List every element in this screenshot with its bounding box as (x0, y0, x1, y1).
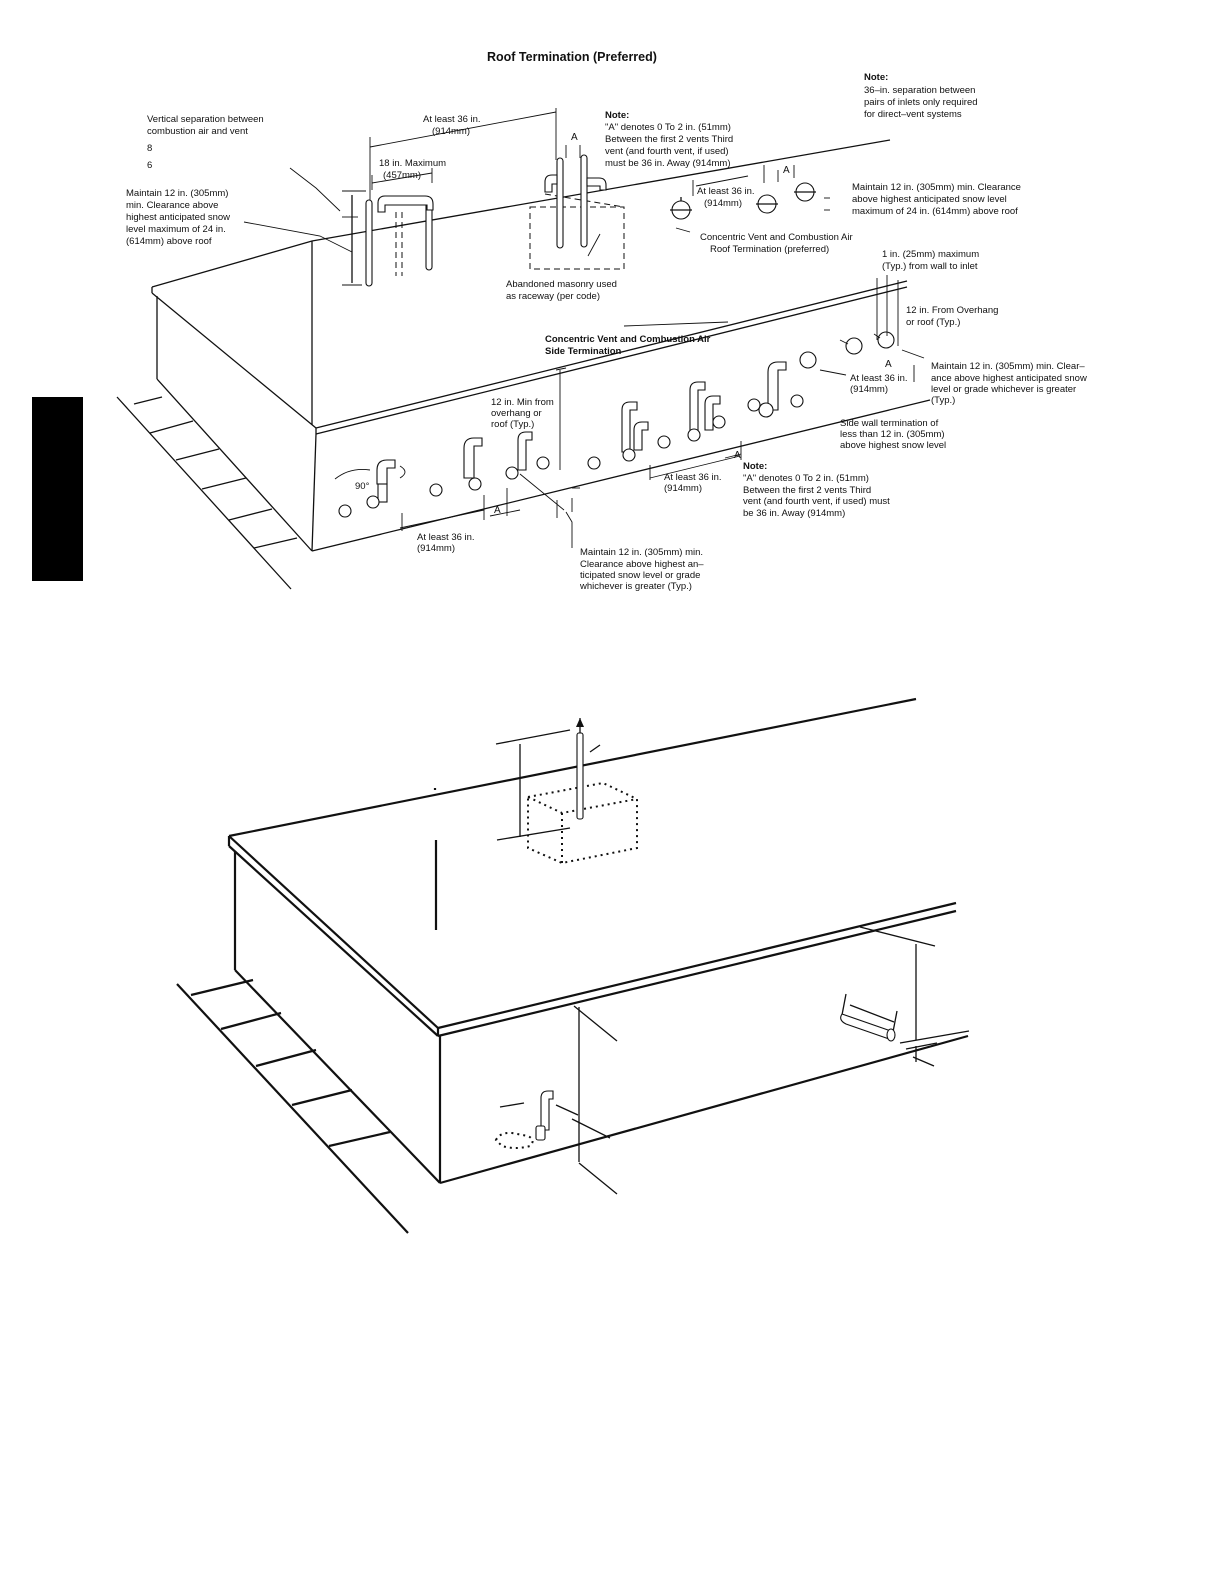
svg-text:Side Termination: Side Termination (545, 346, 622, 357)
vertical-separation-label (147, 114, 264, 171)
svg-text:min. Clearance above: min. Clearance above (126, 200, 219, 211)
svg-text:At least 36 in.: At least 36 in. (423, 114, 481, 125)
svg-text:At least 36 in.: At least 36 in. (850, 373, 908, 384)
concentric-roof-label (700, 232, 853, 255)
at-least-36-side-left-label (417, 532, 475, 554)
side-wall-less-label (840, 418, 946, 451)
svg-text:At least 36 in.: At least 36 in. (697, 186, 755, 197)
a-note-roof (605, 110, 733, 169)
svg-text:Note:: Note: (605, 110, 630, 121)
svg-text:(614mm) above roof: (614mm) above roof (126, 236, 212, 247)
roof-vent-pipes-left (244, 108, 556, 286)
svg-text:(Typ.) from wall to inlet: (Typ.) from wall to inlet (882, 261, 978, 272)
svg-text:6: 6 (147, 160, 153, 171)
svg-text:must be 36 in. Away (914mm): must be 36 in. Away (914mm) (605, 158, 731, 169)
svg-text:ance above highest anticipated: ance above highest anticipated snow (931, 373, 1087, 384)
svg-text:for direct–vent systems: for direct–vent systems (864, 109, 962, 120)
one-inch-max-label (882, 249, 979, 272)
svg-text:Maintain 12 in. (305mm): Maintain 12 in. (305mm) (126, 188, 229, 199)
svg-text:level maximum of 24 in.: level maximum of 24 in. (126, 224, 226, 235)
maintain-right-roof-label (852, 182, 1021, 217)
svg-text:At least 36 in.: At least 36 in. (417, 532, 475, 543)
building-outline-bottom (177, 699, 968, 1233)
svg-text:"A" denotes 0 To 2 in. (51mm): "A" denotes 0 To 2 in. (51mm) (605, 122, 731, 133)
svg-text:roof (Typ.): roof (Typ.) (491, 419, 535, 430)
concentric-roof-vents (670, 165, 830, 232)
ninety-degree-label: 90° (355, 481, 370, 492)
svg-text:A: A (734, 450, 741, 461)
max-18-label (379, 158, 446, 181)
svg-text:be 36 in. Away (914mm): be 36 in. Away (914mm) (743, 508, 846, 519)
svg-text:less than 12 in. (305mm): less than 12 in. (305mm) (840, 429, 945, 440)
svg-text:combustion air and vent: combustion air and vent (147, 126, 248, 137)
svg-text:Side wall termination of: Side wall termination of (840, 418, 939, 429)
svg-text:(Typ.): (Typ.) (931, 395, 956, 406)
svg-text:Concentric Vent and Combustio: Concentric Vent and Combustion Air (700, 232, 853, 243)
svg-text:(914mm): (914mm) (417, 543, 456, 554)
svg-text:Concentric Vent and Combustion: Concentric Vent and Combustion Air (545, 334, 711, 345)
at-least-36-side-mid-label (664, 472, 722, 494)
svg-text:Between the first 2 vents Thir: Between the first 2 vents Third (605, 134, 734, 145)
svg-text:above highest snow level: above highest snow level (840, 440, 947, 451)
svg-text:Abandoned masonry used: Abandoned masonry used (506, 279, 617, 290)
svg-text:A: A (783, 165, 790, 176)
svg-text:Maintain 12 in. (305mm) min. C: Maintain 12 in. (305mm) min. Clear– (931, 361, 1085, 372)
svg-text:Roof Termination (preferred): Roof Termination (preferred) (710, 244, 830, 255)
a-note-side (743, 461, 890, 519)
at-least-36-top-label (423, 114, 481, 137)
svg-text:At least 36 in.: At least 36 in. (664, 472, 722, 483)
svg-text:12 in. Min from: 12 in. Min from (491, 397, 554, 408)
svg-text:overhang or: overhang or (491, 408, 542, 419)
twelve-min-overhang-label (491, 397, 554, 430)
masonry-chase-box (496, 718, 637, 863)
svg-text:1 in. (25mm) maximum: 1 in. (25mm) maximum (882, 249, 980, 260)
svg-text:12 in. From Overhang: 12 in. From Overhang (906, 305, 999, 316)
svg-text:A: A (885, 359, 892, 370)
svg-text:Maintain 12 in. (305mm) min.: Maintain 12 in. (305mm) min. (580, 547, 704, 558)
svg-text:ticipated snow level or grade: ticipated snow level or grade (580, 570, 701, 581)
svg-text:vent (and fourth vent, if: vent (and fourth vent, if used) (605, 146, 729, 157)
svg-text:(914mm): (914mm) (850, 384, 889, 395)
side-vent-bottom-left (496, 1006, 617, 1194)
svg-text:(914mm): (914mm) (664, 483, 703, 494)
svg-text:or roof (Typ.): or roof (Typ.) (906, 317, 961, 328)
side-vent-right (841, 927, 969, 1066)
svg-text:8: 8 (147, 143, 153, 154)
svg-text:level or grade whichever is gr: level or grade whichever is greater (931, 384, 1077, 395)
svg-text:maximum of 24 in. (614mm) abov: maximum of 24 in. (614mm) above roof (852, 206, 1018, 217)
svg-text:(914mm): (914mm) (704, 198, 743, 209)
at-least-36-side-right-label (850, 373, 908, 395)
twelve-overhang-right-label (906, 305, 998, 328)
at-least-36-concentric-label (697, 186, 755, 209)
concentric-side-label (545, 334, 711, 357)
svg-text:whichever is greater (Typ.): whichever is greater (Typ.) (580, 581, 692, 592)
maintain-right-side-label (931, 361, 1087, 406)
maintain-bottom-label (579, 547, 704, 592)
svg-text:vent (and fourth vent, if used: vent (and fourth vent, if used) must (743, 496, 890, 507)
svg-text:Maintain 12 in. (305mm) min. C: Maintain 12 in. (305mm) min. Clearance (852, 182, 1021, 193)
svg-text:(914mm): (914mm) (432, 126, 471, 137)
maintain-left-label (126, 188, 230, 247)
svg-text:Clearance above highest an–: Clearance above highest an– (580, 559, 704, 570)
svg-text:18 in. Maximum: 18 in. Maximum (379, 158, 447, 169)
svg-text:36–in. separation between: 36–in. separation between (864, 85, 976, 96)
svg-text:Between the first 2 vents Thir: Between the first 2 vents Third (743, 485, 872, 496)
svg-text:as raceway (per code): as raceway (per code) (506, 291, 600, 302)
svg-text:Note:: Note: (743, 461, 768, 472)
svg-text:Vertical separation between: Vertical separation between (147, 114, 264, 125)
svg-text:above highest anticipated snow: above highest anticipated snow level (852, 194, 1007, 205)
roof-termination-diagram (0, 0, 1224, 620)
svg-text:A: A (571, 132, 578, 143)
svg-text:Note:: Note: (864, 72, 889, 83)
svg-text:pairs of inlets only requi: pairs of inlets only required (864, 97, 978, 108)
svg-text:(457mm): (457mm) (383, 170, 422, 181)
svg-text:highest anticipated snow: highest anticipated snow (126, 212, 231, 223)
svg-text:A: A (494, 505, 501, 516)
abandoned-masonry-label (506, 279, 617, 302)
page-title: Roof Termination (Preferred) (487, 50, 657, 64)
svg-text:"A" denotes 0 To 2 in. (51mm): "A" denotes 0 To 2 in. (51mm) (743, 473, 869, 484)
direct-vent-note (864, 72, 978, 120)
